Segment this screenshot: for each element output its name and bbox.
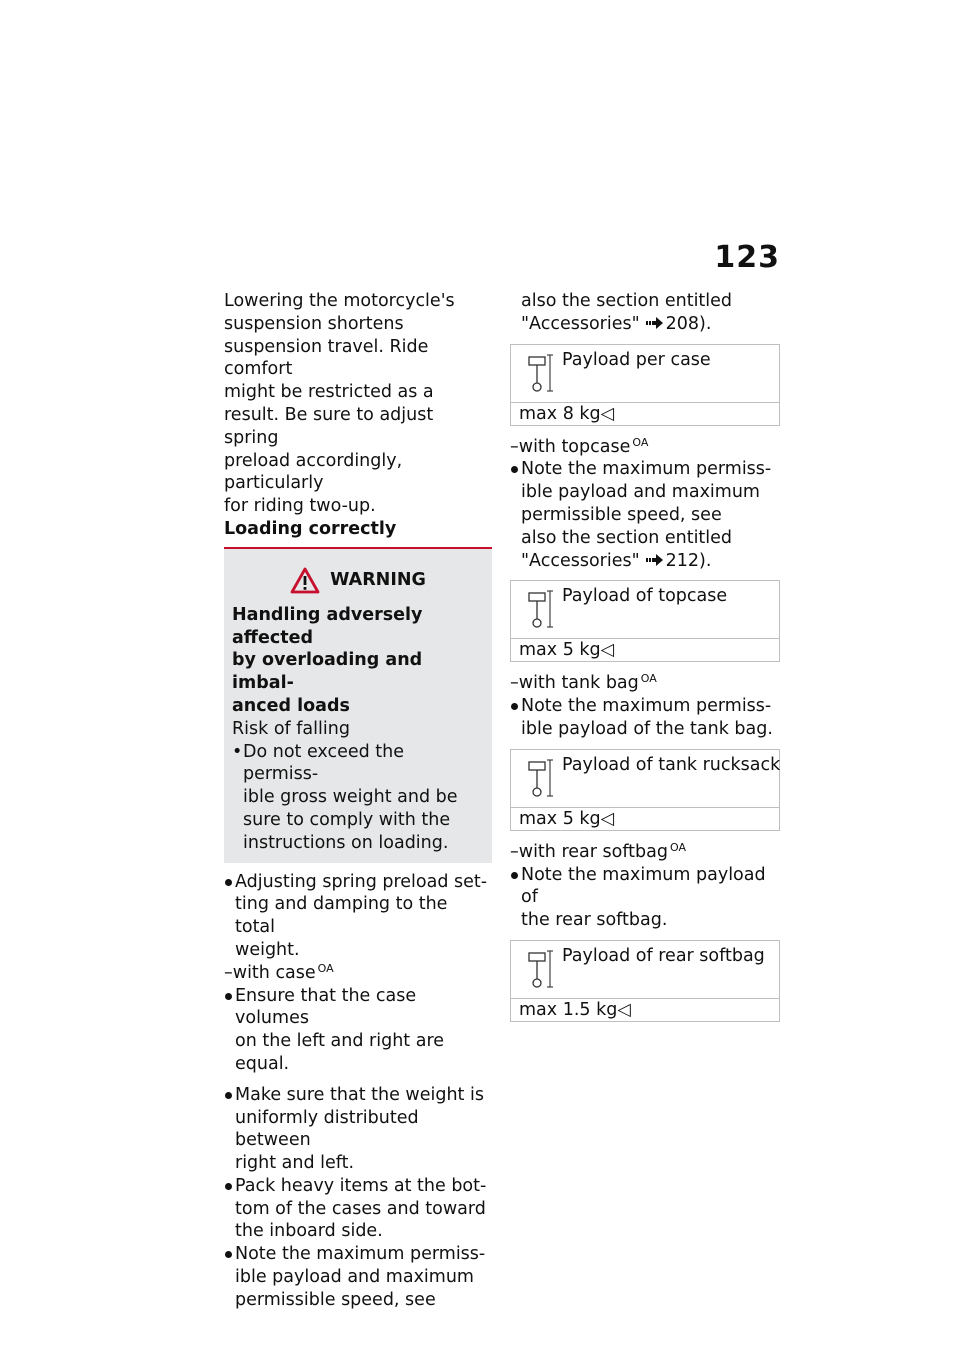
condition-with-topcase (510, 436, 780, 459)
end-mark-icon: ◁ (600, 808, 615, 829)
item-line: Make sure that the weight is (235, 1084, 484, 1105)
spec-value: max 8 kg (519, 403, 601, 424)
item-line: tom of the cases and toward (235, 1198, 486, 1219)
spec-table (510, 940, 780, 1022)
item-line: also the section entitled (521, 291, 733, 311)
item-line: ible payload of the tank bag. (521, 718, 773, 739)
spec-table (510, 580, 780, 662)
item-line: ting and damping to the total (235, 894, 448, 938)
list-item (224, 985, 492, 1076)
ref-text: "Accessories" (521, 550, 640, 571)
spec-label: Payload of rear softbag (562, 945, 765, 966)
intro-line: for riding two-up. (224, 496, 376, 517)
item-line: Note the maximum permiss- (235, 1244, 486, 1265)
bullet-line: ible gross weight and be (243, 787, 458, 808)
page-ref: 212). (665, 550, 712, 571)
payload-weight-icon (528, 949, 554, 989)
warning-bullet (232, 741, 484, 855)
oa-marker: OA (317, 961, 334, 975)
item-line: permissible speed, see (235, 1289, 436, 1310)
warning-label: WARNING (330, 569, 426, 590)
warning-risk: Risk of falling (232, 718, 350, 739)
list-item (510, 458, 780, 572)
spec-table (510, 749, 780, 831)
payload-weight-icon (528, 758, 554, 798)
condition-with-case (224, 962, 492, 985)
intro-line: result. Be sure to adjust spring (224, 404, 434, 448)
condition-text: –with tank bag (510, 673, 639, 694)
warning-title: by overloading and imbal- (232, 650, 423, 694)
warning-title: Handling adversely affected (232, 604, 423, 648)
warning-title: anced loads (232, 695, 350, 716)
item-line: ible payload and maximum (521, 482, 760, 503)
warning-triangle-icon (290, 567, 320, 594)
end-mark-icon: ◁ (617, 999, 631, 1020)
item-line: uniformly distributed between (235, 1107, 419, 1151)
item-line: Ensure that the case volumes (235, 985, 417, 1029)
end-mark-icon: ◁ (600, 403, 615, 424)
accessories-reference (521, 550, 780, 573)
item-line: Note the maximum permiss- (521, 696, 772, 717)
intro-line: might be restricted as a (224, 382, 434, 403)
spec-label: Payload of topcase (562, 586, 728, 607)
item-line: Note the maximum permiss- (521, 459, 772, 480)
page-number: 123 (714, 240, 780, 275)
list-item (224, 1084, 492, 1175)
accessories-reference (521, 313, 780, 336)
item-line: ible payload and maximum (235, 1267, 474, 1288)
list-item (224, 871, 492, 962)
item-line: the inboard side. (235, 1221, 383, 1242)
oa-marker: OA (669, 840, 686, 854)
spec-value: max 5 kg (519, 640, 601, 661)
condition-text: –with topcase (510, 436, 631, 457)
item-line: the rear softbag. (521, 910, 668, 931)
arrow-right-icon (646, 313, 664, 336)
item-line: right and left. (235, 1153, 355, 1174)
arrow-right-icon (646, 550, 664, 573)
item-line: permissible speed, see (521, 504, 722, 525)
warning-header (232, 567, 484, 594)
list-item (224, 1175, 492, 1243)
oa-marker: OA (632, 435, 649, 449)
spec-label: Payload of tank rucksack (562, 754, 781, 775)
list-item (510, 864, 780, 932)
condition-with-softbag (510, 841, 780, 864)
item-line: Pack heavy items at the bot- (235, 1175, 487, 1196)
list-item (510, 695, 780, 741)
item-line: on the left and right are equal. (235, 1031, 445, 1074)
intro-line: suspension shortens (224, 313, 404, 334)
condition-with-tankbag (510, 672, 780, 695)
end-mark-icon: ◁ (600, 640, 615, 661)
warning-box (224, 549, 492, 863)
item-line: Adjusting spring preload set- (235, 871, 488, 892)
condition-text: –with rear softbag (510, 841, 668, 862)
item-line: Note the maximum payload of (521, 864, 766, 908)
spec-value: max 1.5 kg (519, 999, 618, 1020)
intro-line: Lowering the motorcycle's (224, 291, 455, 311)
intro-line: suspension travel. Ride comfort (224, 336, 429, 380)
payload-weight-icon (528, 589, 554, 629)
bullet-line: sure to comply with the (243, 809, 451, 830)
item-line: weight. (235, 939, 300, 960)
section-heading: Loading correctly (224, 518, 397, 539)
item-line: also the section entitled (521, 527, 733, 548)
left-column (224, 290, 492, 1312)
continued-text (510, 290, 780, 336)
payload-weight-icon (528, 353, 554, 393)
spec-table (510, 344, 780, 426)
bullet-line: instructions on loading. (243, 832, 449, 853)
right-column (510, 290, 780, 1032)
ref-text: "Accessories" (521, 313, 640, 334)
spec-value: max 5 kg (519, 808, 601, 829)
condition-text: –with case (224, 962, 316, 983)
spec-label: Payload per case (562, 349, 711, 370)
list-item (224, 1243, 492, 1311)
page-ref: 208). (665, 313, 712, 334)
oa-marker: OA (640, 672, 657, 686)
bullet-line: • Do not exceed the permiss- (243, 741, 405, 785)
intro-line: preload accordingly, particularly (224, 450, 403, 494)
